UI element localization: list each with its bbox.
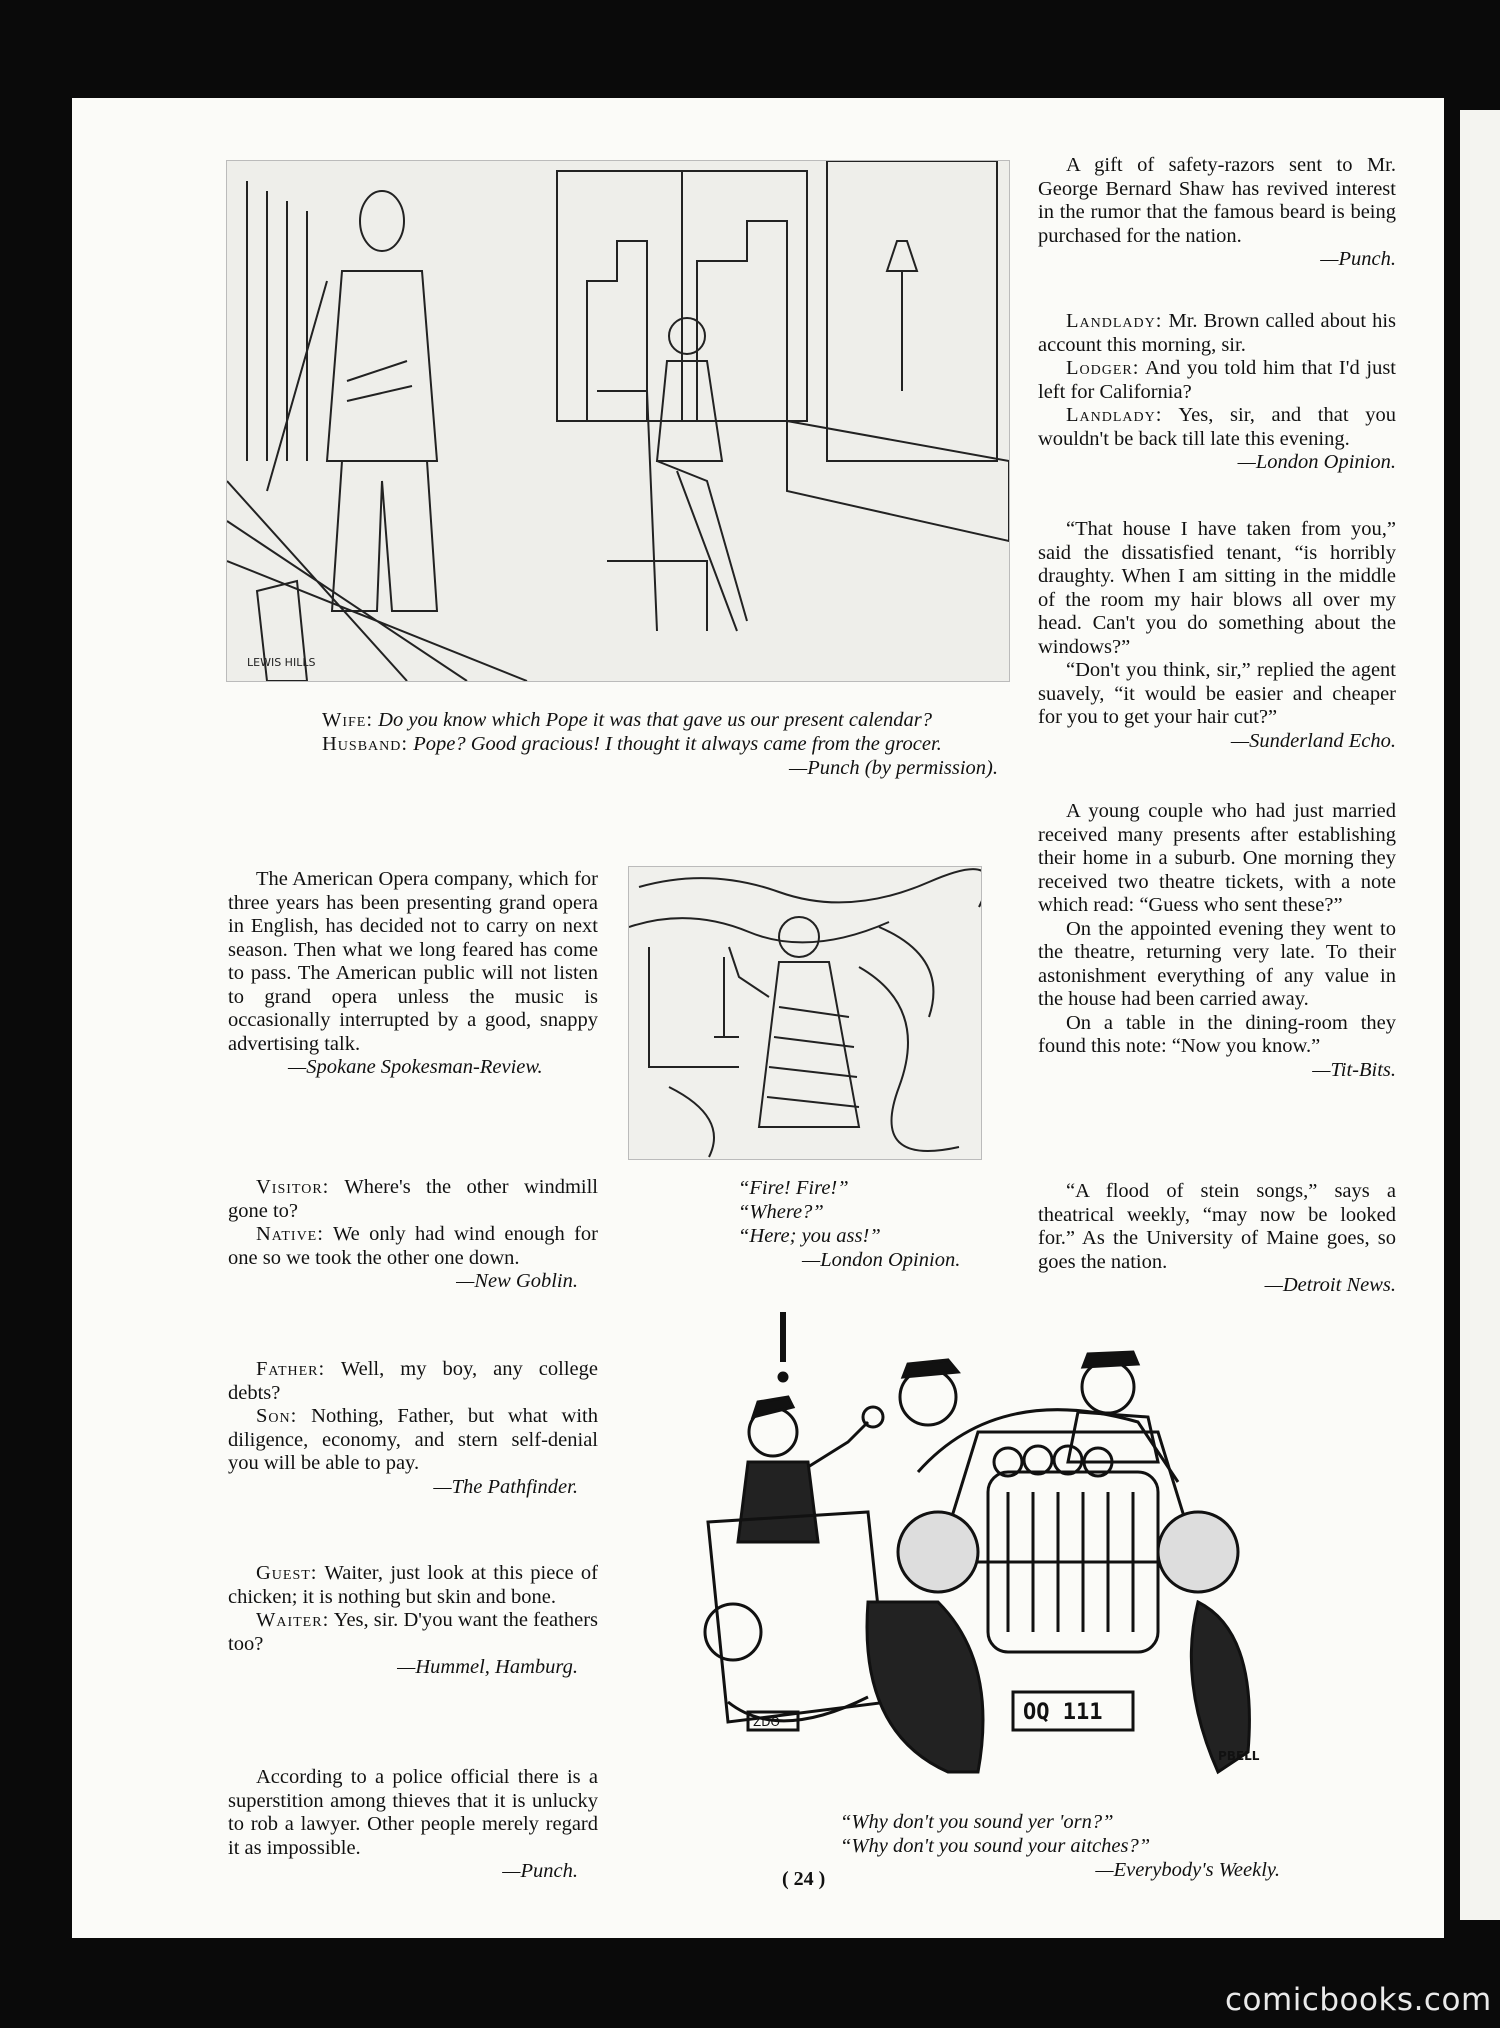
- joke-police-lawyer: [228, 1766, 598, 1884]
- joke-windmill: [228, 1176, 598, 1294]
- fire-source: —London Opinion.: [802, 1249, 961, 1271]
- opera-source: —Spokane Spokesman-Review.: [288, 1056, 543, 1078]
- wife-label: Wife:: [322, 709, 374, 731]
- cartoon-fire: [628, 866, 982, 1160]
- cartoon-pope-calendar: [226, 160, 1010, 682]
- couple-para-3: On a table in the dining-room they found this note: “Now you know.”: [1038, 1011, 1396, 1057]
- guest-source: —Hummel, Hamburg.: [397, 1656, 578, 1678]
- cartoon-cars-caption: [840, 1810, 1280, 1882]
- cartoon1-signature: LEWIS HILLS: [247, 656, 316, 669]
- landlady-label-1: Landlady:: [1066, 310, 1163, 332]
- cartoon-pope-caption: [286, 708, 998, 780]
- couple-para-1: A young couple who had just married received many presents after establishing their home in a suburb. One morning they received two theatre tickets, with a note which read: “Guess who sent these?”: [1038, 800, 1396, 916]
- police-source: —Punch.: [502, 1860, 578, 1882]
- fire-line-2: “Where?”: [738, 1201, 824, 1223]
- cartoon-cars-illustration: [638, 1302, 1402, 1796]
- cartoon-fire-illustration: [629, 867, 981, 1159]
- big-car-plate-text: OQ 111: [1023, 1700, 1103, 1725]
- waiter-label: Waiter:: [256, 1609, 330, 1631]
- page-number: ( 24 ): [782, 1868, 826, 1890]
- joke-college-debts: [228, 1358, 598, 1499]
- cartoon-fire-caption: [738, 1176, 1008, 1272]
- joke-young-couple: [1038, 800, 1396, 1082]
- husband-line: Pope? Good gracious! I thought it always came from the grocer.: [413, 733, 942, 755]
- house-para-1: “That house I have taken from you,” said the dissatisfied tenant, “is horribly draughty. When I am sitting in the middle of the room my hair blows all over my head. Can't you do something about the windows?”: [1038, 518, 1396, 658]
- landlady-line-1: Mr. Brown called about his account this morning, sir.: [1038, 310, 1396, 356]
- house-para-2: “Don't you think, sir,” replied the agent suavely, “it would be easier and cheaper for you to get your hair cut?”: [1038, 659, 1396, 728]
- house-source: —Sunderland Echo.: [1230, 729, 1396, 752]
- joke-waiter-chicken: [228, 1562, 598, 1680]
- cartoon3-signature: PBELL: [1218, 1749, 1260, 1763]
- joke-draughty-house: [1038, 518, 1396, 753]
- windmill-source: —New Goblin.: [456, 1270, 578, 1292]
- cartoon-pope-illustration: [227, 161, 1009, 681]
- father-label: Father:: [256, 1358, 326, 1380]
- joke-american-opera: [228, 868, 598, 1080]
- native-line: We only had wind enough for one so we took the other one down.: [228, 1223, 598, 1269]
- joke-stein-songs: [1038, 1180, 1396, 1298]
- stein-source: —Detroit News.: [1264, 1274, 1396, 1296]
- joke-shaw-beard: [1038, 154, 1396, 272]
- shaw-text: A gift of safety-razors sent to Mr. George Bernard Shaw has revived interest in the rumor that the famous beard is being purchased for the nation.: [1038, 154, 1396, 247]
- visitor-line: Where's the other windmill gone to?: [228, 1176, 598, 1222]
- police-text: According to a police official there is a superstition among thieves that it is unlucky to rob a lawyer. Other people merely regard it as impossible.: [228, 1766, 598, 1859]
- couple-para-2: On the appointed evening they went to the theatre, returning very late. To their astonishment everything of any value in the house had been carried away.: [1038, 917, 1396, 1010]
- cartoon-cars: [638, 1302, 1402, 1796]
- lodger-line: And you told him that I'd just left for California?: [1038, 357, 1396, 403]
- site-watermark: comicbooks.com: [1225, 1982, 1492, 2018]
- native-label: Native:: [256, 1223, 324, 1245]
- cartoon1-source: —Punch (by permission).: [789, 757, 998, 779]
- father-line: Well, my boy, any college debts?: [228, 1358, 598, 1404]
- cars-line-2: “Why don't you sound your aitches?”: [840, 1835, 1151, 1857]
- fire-line-1: “Fire! Fire!”: [738, 1177, 849, 1199]
- fire-line-3: “Here; you ass!”: [738, 1225, 881, 1247]
- wife-line: Do you know which Pope it was that gave us our present calendar?: [378, 709, 932, 731]
- lodger-label: Lodger:: [1066, 357, 1140, 379]
- landlady-label-2: Landlady:: [1066, 404, 1163, 426]
- landlady-source: —London Opinion.: [1237, 451, 1396, 473]
- shaw-source: —Punch.: [1320, 248, 1396, 270]
- guest-label: Guest:: [256, 1562, 318, 1584]
- adjacent-page-edge: [1460, 110, 1500, 1920]
- couple-source: —Tit-Bits.: [1312, 1058, 1396, 1081]
- cars-source: —Everybody's Weekly.: [1095, 1859, 1280, 1881]
- son-line: Nothing, Father, but what with diligence, economy, and stern self-denial you will be able to pay.: [228, 1405, 598, 1474]
- son-label: Son:: [256, 1405, 298, 1427]
- landlady-line-2: Yes, sir, and that you wouldn't be back till late this evening.: [1038, 404, 1396, 450]
- waiter-line: Yes, sir. D'you want the feathers too?: [228, 1609, 598, 1655]
- husband-label: Husband:: [322, 733, 409, 755]
- joke-landlady: [1038, 310, 1396, 475]
- small-car-plate-text: ZDO: [753, 1715, 780, 1729]
- father-source: —The Pathfinder.: [433, 1475, 578, 1498]
- visitor-label: Visitor:: [256, 1176, 330, 1198]
- opera-text: The American Opera company, which for three years has been presenting grand opera in English, has decided not to carry on next season. Then what we long feared has come to pass. The American public will not listen to grand opera unless the music is occasionally interrupted by a good, snappy advertising talk.: [228, 868, 598, 1055]
- guest-line: Waiter, just look at this piece of chicken; it is nothing but skin and bone.: [228, 1562, 598, 1608]
- cars-line-1: “Why don't you sound yer 'orn?”: [840, 1811, 1114, 1833]
- stein-text: “A flood of stein songs,” says a theatrical weekly, “may now be looked for.” As the University of Maine goes, so goes the nation.: [1038, 1180, 1396, 1273]
